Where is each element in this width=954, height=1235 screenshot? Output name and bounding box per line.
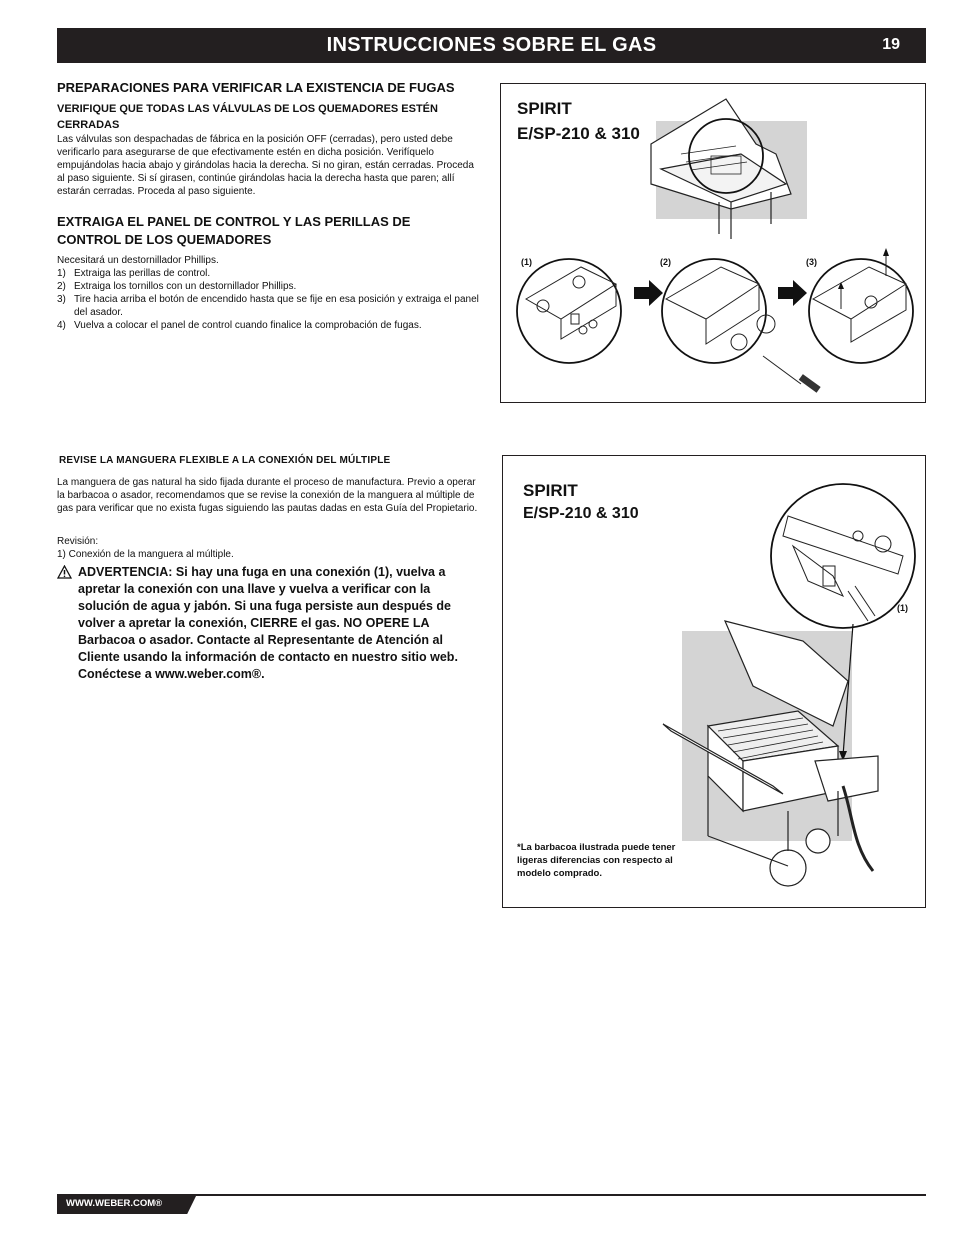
arrow-right-icon	[778, 280, 808, 306]
figure-model-line2: E/SP-210 & 310	[517, 124, 640, 143]
page-title: INSTRUCCIONES SOBRE EL GAS	[326, 34, 657, 56]
section-heading-leak-prep: PREPARACIONES PARA VERIFICAR LA EXISTENCIA DE FUGAS	[57, 80, 455, 95]
callout-1: (1)	[521, 257, 532, 267]
list-item: 1) Extraiga las perillas de control.	[57, 268, 211, 279]
subheading-remove-panel: EXTRAIGA EL PANEL DE CONTROL Y LAS PERILLAS DE CONTROL DE LOS QUEMADORES	[57, 214, 411, 247]
list-item: 4) Vuelva a colocar el panel de control cuando finalice la comprobación de fugas.	[57, 320, 422, 331]
page-number: 19	[882, 36, 900, 53]
steps-list	[57, 267, 482, 332]
control-panel-illustration	[501, 84, 924, 401]
subheading-valves-closed: VERIFIQUE QUE TODAS LAS VÁLVULAS DE LOS QUEMADORES ESTÉN CERRADAS	[57, 103, 438, 131]
warning-block	[57, 564, 482, 683]
page-header	[57, 28, 926, 63]
arrow-right-icon	[634, 280, 664, 306]
callout-1: (1)	[897, 603, 908, 613]
list-item: 2) Extraiga los tornillos con un destornillador Phillips.	[57, 281, 297, 292]
paragraph-valves: Las válvulas son despachadas de fábrica en la posición OFF (cerradas), pero usted debe verificarlo para asegurarse de que efectivamente estén en dicha posición. Verifíquelo empujándolas hacia abajo y girándolas hacia la derecha. Si no giran, están cerradas. Proceda al paso siguiente. Si sí girasen, continúe girándolas hacia la derecha hasta que paren; allí estarán cerradas. Proceda al paso siguiente.	[57, 134, 474, 197]
figure-model-line1: SPIRIT	[523, 481, 578, 500]
figure-model-line2: E/SP-210 & 310	[523, 505, 639, 522]
figure-model-line1: SPIRIT	[517, 99, 572, 118]
tools-needed: Necesitará un destornillador Phillips.	[57, 255, 219, 266]
figure-hose-connection	[502, 455, 926, 908]
revision-label: Revisión:	[57, 536, 99, 547]
warning-text: ADVERTENCIA: Si hay una fuga en una conexión (1), vuelva a apretar la conexión con una llave y vuelva a verificar con la solución de agua y jabón. Si una fuga persiste aun después de volver a apretar la conexión, CIERRE el gas. NO OPERE LA Barbacoa o asador. Contacte al Representante de Atención al Cliente usando la información de contacto en nuestro sitio web. Conéctese a www.weber.com®.	[78, 565, 458, 681]
list-item: 3) Tire hacia arriba el botón de encendido hasta que se fije en esa posición y extraiga el panel del asador.	[57, 294, 479, 318]
figure-control-panel	[500, 83, 926, 403]
callout-3: (3)	[806, 257, 817, 267]
footer-url[interactable]: WWW.WEBER.COM®	[66, 1198, 163, 1209]
section-heading-hose: REVISE LA MANGUERA FLEXIBLE A LA CONEXIÓN DEL MÚLTIPLE	[59, 455, 391, 466]
revision-item: 1) Conexión de la manguera al múltiple.	[57, 549, 234, 560]
callout-2: (2)	[660, 257, 671, 267]
paragraph-hose: La manguera de gas natural ha sido fijada durante el proceso de manufactura. Previo a operar la barbacoa o asador, recomendamos que se revise la conexión de la manguera al múltiple de gas para verificar que no exista fugas siguiendo las pautas dadas en esta Guía del Propietario.	[57, 477, 478, 514]
figure-note: *La barbacoa ilustrada puede tener ligeras diferencias con respecto al modelo comprado.	[517, 842, 676, 879]
warning-triangle-icon	[57, 565, 72, 579]
grill-illustration	[503, 456, 924, 906]
